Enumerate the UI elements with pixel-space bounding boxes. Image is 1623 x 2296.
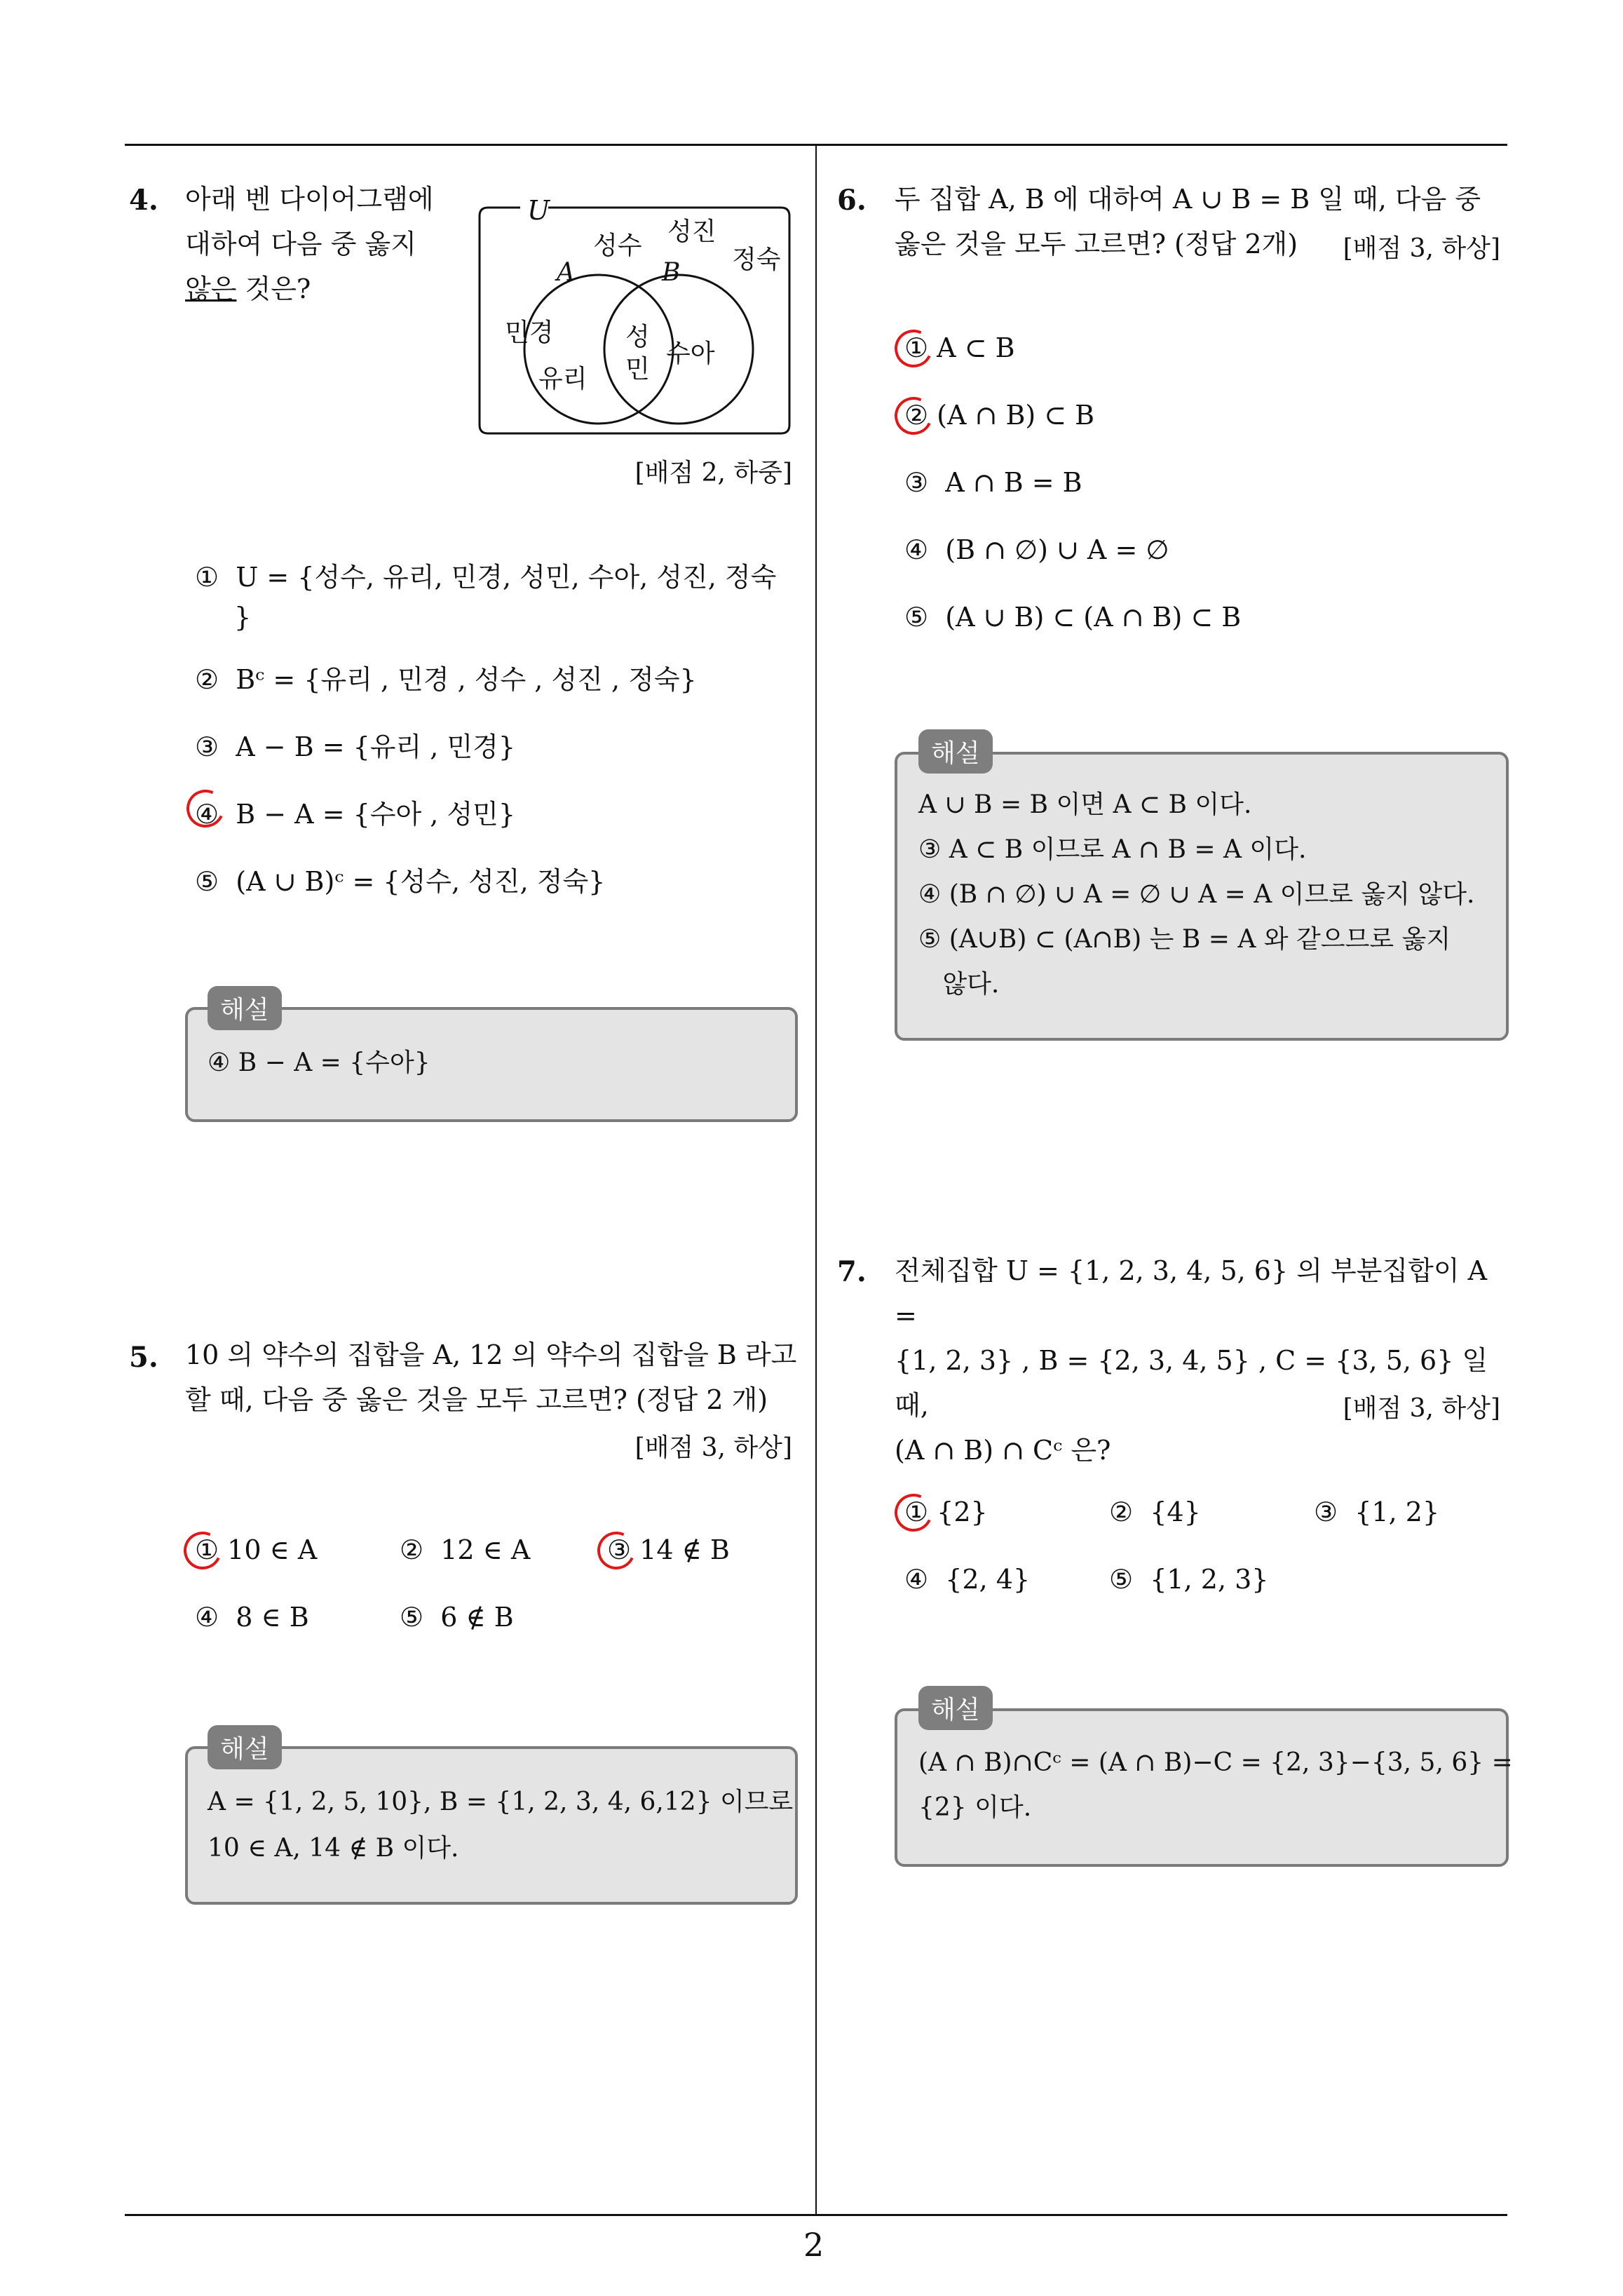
score: [배점 2, 하중] bbox=[634, 459, 792, 487]
solution-text-line-4: ⑤ (A∪B) ⊂ (A∩B) 는 B = A 와 같으므로 옳지 bbox=[918, 925, 1451, 954]
choice-5[interactable]: ⑤ {1, 2, 3} bbox=[1109, 1564, 1269, 1595]
choice-2[interactable]: ② Bᶜ = {유리 , 민경 , 성수 , 성진 , 정숙} bbox=[195, 664, 697, 695]
choice-5[interactable]: ⑤ (A ∪ B)ᶜ = {성수, 성진, 정숙} bbox=[195, 866, 606, 897]
choice-3[interactable]: ③ {1, 2} bbox=[1314, 1497, 1440, 1527]
solution-text-line-5: 않다. bbox=[918, 970, 1000, 999]
venn-outside-3: 정숙 bbox=[732, 245, 781, 274]
solution-box bbox=[185, 1746, 798, 1905]
venn-only-a-2: 유리 bbox=[538, 365, 588, 393]
choice-1[interactable]: ① {2} bbox=[904, 1497, 988, 1527]
column-divider bbox=[815, 144, 817, 2216]
venn-universe-label: U bbox=[527, 195, 550, 226]
solution-text-line-2: ③ A ⊂ B 이므로 A ∩ B = A 이다. bbox=[918, 835, 1307, 864]
venn-only-a-1: 민경 bbox=[505, 318, 554, 347]
score: [배점 3, 하상] bbox=[1343, 234, 1500, 263]
solution-text-line-1: (A ∩ B)∩Cᶜ = (A ∩ B)−C = {2, 3}−{3, 5, 6} = bbox=[918, 1748, 1513, 1777]
solution-text-line-1: A = {1, 2, 5, 10}, B = {1, 2, 3, 4, 6,12} 이므로 bbox=[208, 1788, 794, 1816]
venn-intersection-1: 성 bbox=[625, 323, 650, 351]
question-text: 전체집합 U = {1, 2, 3, 4, 5, 6} 의 부분집합이 A = {1, 2, 3} , B = {2, 3, 4, 5} , C = {3, 5, 6} 일 때, (A ∩ B) ∩ Cᶜ 은? bbox=[895, 1255, 1488, 1466]
choice-5[interactable]: ⑤ 6 ∉ B bbox=[400, 1602, 514, 1633]
score: [배점 3, 하상] bbox=[1343, 1394, 1500, 1423]
solution-tag: 해설 bbox=[208, 986, 282, 1030]
choice-1-continued: } bbox=[234, 602, 252, 633]
venn-outside-2: 성진 bbox=[667, 217, 717, 246]
question-number: 7. bbox=[837, 1255, 867, 1288]
choice-4[interactable]: ④ 8 ∈ B bbox=[195, 1602, 309, 1633]
choice-4[interactable]: ④ {2, 4} bbox=[904, 1564, 1031, 1595]
venn-set-b-label: B bbox=[662, 258, 681, 287]
venn-diagram bbox=[478, 196, 794, 442]
solution-text-line-1: A ∪ B = B 이면 A ⊂ B 이다. bbox=[918, 790, 1252, 819]
solution-tag: 해설 bbox=[918, 729, 993, 774]
choice-2[interactable]: ② (A ∩ B) ⊂ B bbox=[904, 400, 1095, 431]
question-number: 4. bbox=[129, 184, 158, 217]
solution-text: ④ B − A = {수아} bbox=[208, 1048, 430, 1077]
page-number: 2 bbox=[803, 2226, 824, 2264]
choice-1[interactable]: ① 10 ∈ A bbox=[195, 1534, 318, 1565]
venn-outside-1: 성수 bbox=[593, 231, 642, 260]
solution-tag: 해설 bbox=[208, 1725, 282, 1769]
choice-4[interactable]: ④ B − A = {수아 , 성민} bbox=[195, 799, 516, 830]
venn-set-a-label: A bbox=[557, 258, 575, 287]
choice-2[interactable]: ② 12 ∈ A bbox=[400, 1534, 531, 1565]
venn-intersection-2: 민 bbox=[625, 355, 650, 384]
solution-text-line-2: 10 ∈ A, 14 ∉ B 이다. bbox=[208, 1834, 459, 1863]
solution-text-line-2: {2} 이다. bbox=[918, 1793, 1032, 1822]
question-text: 10 의 약수의 집합을 A, 12 의 약수의 집합을 B 라고 할 때, 다음 중 옳은 것을 모두 고르면? (정답 2 개) bbox=[185, 1339, 797, 1415]
choice-3[interactable]: ③ 14 ∉ B bbox=[607, 1534, 730, 1565]
venn-only-b-1: 수아 bbox=[666, 339, 715, 368]
choice-5[interactable]: ⑤ (A ∪ B) ⊂ (A ∩ B) ⊂ B bbox=[904, 602, 1242, 633]
bottom-rule bbox=[125, 2214, 1507, 2216]
question-number: 6. bbox=[837, 184, 867, 217]
choice-4[interactable]: ④ (B ∩ ∅) ∪ A = ∅ bbox=[904, 534, 1169, 565]
choice-1[interactable]: ① A ⊂ B bbox=[904, 332, 1015, 363]
choice-3[interactable]: ③ A ∩ B = B bbox=[904, 467, 1082, 498]
choice-2[interactable]: ② {4} bbox=[1109, 1497, 1201, 1527]
question-text: 두 집합 A, B 에 대하여 A ∪ B = B 일 때, 다음 중 옳은 것을 모두 고르면? (정답 2개) bbox=[895, 184, 1481, 259]
question-text: 아래 벤 다이어그램에 대하여 다음 중 옳지 않은 것은? bbox=[185, 184, 434, 304]
choice-3[interactable]: ③ A − B = {유리 , 민경} bbox=[195, 731, 516, 762]
question-number: 5. bbox=[129, 1341, 158, 1374]
solution-tag: 해설 bbox=[918, 1686, 993, 1730]
solution-text-line-3: ④ (B ∩ ∅) ∪ A = ∅ ∪ A = A 이므로 옳지 않다. bbox=[918, 880, 1475, 909]
score: [배점 3, 하상] bbox=[634, 1433, 792, 1462]
choice-1[interactable]: ① U = {성수, 유리, 민경, 성민, 수아, 성진, 정숙 bbox=[195, 562, 777, 593]
